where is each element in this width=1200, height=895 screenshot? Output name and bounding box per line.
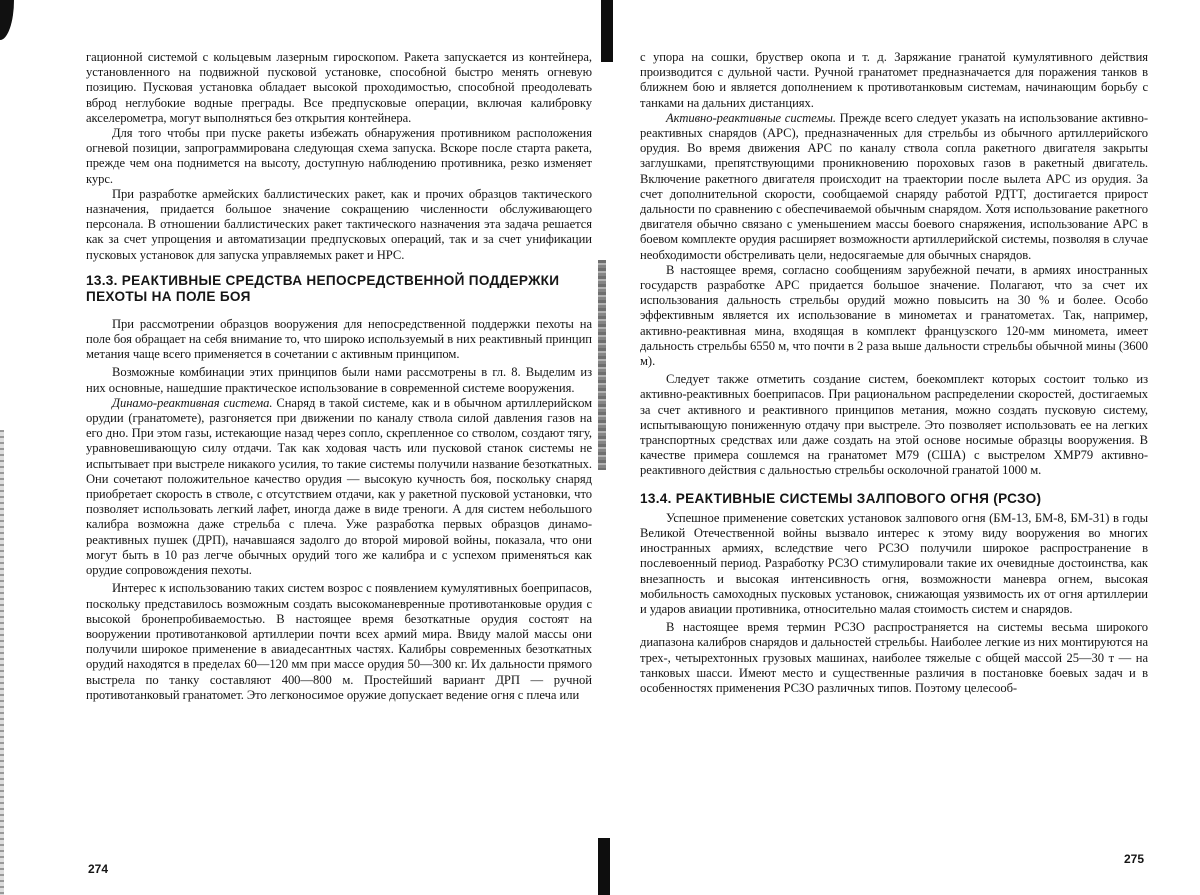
gutter-shadow-top <box>601 0 613 62</box>
paragraph <box>640 111 1148 263</box>
scan-corner-shadow <box>0 0 14 40</box>
paragraph-lead-italic: Активно-реактивные системы. <box>666 110 836 125</box>
gutter-binding-shadow <box>598 260 606 470</box>
paragraph-body: Прежде всего следует указать на использование активно-реактивных снарядов (АРС), предназначенных для стрельбы из обычного артиллерийского орудия. Во время движения АРС по каналу ствола сопла ракетного двигателя закрыты заглушками, препятствующими проникновению пороховых газов в ракетный двигатель. Включение ракетного двигателя происходит на траектории после вылета АРС из орудия. За счет дополнительной скорости, сообщаемой снаряду работой РДТТ, достигается прирост дальности по сравнению с обеспечиваемой обычным снарядом. Хотя использование ракетного двигателя обычно связано с уменьшением массы боевого снаряжения, использование АРС в боевом комплекте орудия расширяет возможности артиллерийской системы, позволяя в случае необходимости обстреливать цели, недосягаемые для обычных снарядов. <box>640 110 1148 262</box>
paragraph: Возможные комбинации этих принципов были нами рассмотрены в гл. 8. Выделим из них основные, нашедшие практическое использование в современной системе вооружения. <box>86 365 592 395</box>
paragraph: гационной системой с кольцевым лазерным гироскопом. Ракета запускается из контейнера, установленного на подвижной пусковой установке, способной быстро менять огневую позицию. Пусковая установка обладает высокой проходимостью, способной преодолевать вброд неглубокие водные преграды. Все предпусковые операции, включая калибровку акселерометра, могут выполняться без открытия контейнера. <box>86 50 592 125</box>
gutter-shadow-bottom <box>598 838 610 895</box>
scan-left-edge-shadow <box>0 430 4 895</box>
paragraph: Для того чтобы при пуске ракеты избежать обнаружения противником расположения огневой позиции, запрограммирована следующая схема запуска. Вскоре после старта ракета, прежде чем она поднимется на высоту, доступную наблюдению противника, резко изменяет курс. <box>86 126 592 186</box>
right-page <box>640 0 1148 895</box>
paragraph-body: Снаряд в такой системе, как и в обычном артиллерийском орудии (гранатомете), разгоняется при движении по каналу ствола силой давления газов на его дно. При этом газы, истекающие назад через сопло, скрепленное со стволом, создают тягу, уравновешивающую силу отдачи. Так как ходовая часть или пусковой станок системы не испытывает при выстреле никакого усилия, то такие системы получили название безоткатных. Они сочетают положительное качество орудия — высокую кучность боя, поскольку снаряд приобретает скорость в стволе, с отсутствием отдачи, как у ракетной пусковой установки, что позволяет использовать легкий лафет, иногда даже в виде треноги. А для систем небольшого калибра возможна даже стрельба с плеча. Уже разработка первых образцов динамо-реактивных пушек (ДРП), начавшаяся задолго до второй мировой войны, показала, что они могут быть в 10 раз легче обычных орудий того же калибра и с успехом применяться как орудие сопровождения пехоты. <box>86 395 592 578</box>
paragraph: Следует также отметить создание систем, боекомплект которых состоит только из активно-реактивных боеприпасов. При рациональном распределении скоростей, достигаемых за счет активного и реактивного принципов метания, можно создать пусковую систему, испытывающую пониженную отдачу при выстреле. Это позволяет использовать ее на легких транспортных средствах или даже создать на этой основе носимые образцы вооружения. В качестве примера сошлемся на гранатомет М79 (США) с выстрелом ХМР79 активно-реактивного действия с дальностью стрельбы осколочной гранатой 1000 м. <box>640 372 1148 478</box>
paragraph <box>86 396 592 578</box>
paragraph: Интерес к использованию таких систем возрос с появлением кумулятивных боеприпасов, поскольку представилось возможным создать высокоманевренные противотанковые орудия с высокой бронепробиваемостью. В настоящее время безоткатные орудия состоят на вооружении противотанковой артиллерии почти всех армий мира. Ввиду малой массы они получили широкое применение в авиадесантных частях. Калибры современных безоткатных орудий находятся в пределах 60—120 мм при массе орудия 50—300 кг. Их дальности прямого выстрела по танку составляют 400—800 м. Простейший вариант ДРП — ручной противотанковый гранатомет. Это легконосимое оружие допускает ведение огня с плеча или <box>86 581 592 702</box>
paragraph: При разработке армейских баллистических ракет, как и прочих образцов тактического назначения, придается большое значение сокращению численности обслуживающего персонала. В отношении баллистических ракет тактического назначения эта задача решается как за счет упрощения и автоматизации предпусковых операций, так и за счет унификации пусковых установок для запуска управляемых ракет и НРС. <box>86 186 592 262</box>
page-number-right: 275 <box>1124 852 1145 866</box>
paragraph: В настоящее время термин РСЗО распространяется на системы весьма широкого диапазона калибров снарядов и дальностей стрельбы. Наиболее легкие из них монтируются на трех-, четырехтонных грузовых машинах, наиболее тяжелые с общей массой 25—30 т — на танковых шасси. Имеют место и существенные различия в постановке боевых задач и в особенностях применения РСЗО различных типов. Поэтому целесооб- <box>640 620 1148 695</box>
left-page-paragraphs-before <box>86 50 592 263</box>
right-page-paragraphs-after <box>640 511 1148 696</box>
section-heading-13-3: 13.3. РЕАКТИВНЫЕ СРЕДСТВА НЕПОСРЕДСТВЕННОЙ ПОДДЕРЖКИ ПЕХОТЫ НА ПОЛЕ БОЯ <box>86 272 560 304</box>
paragraph-lead-italic: Динамо-реактивная система. <box>112 395 273 410</box>
section-heading-13-4: 13.4. РЕАКТИВНЫЕ СИСТЕМЫ ЗАЛПОВОГО ОГНЯ (РСЗО) <box>640 490 1042 506</box>
page-number-left: 274 <box>88 862 109 876</box>
paragraph: В настоящее время, согласно сообщениям зарубежной печати, в армиях иностранных государств разработке АРС придается большое значение. Полагают, что за счет их использования дальность стрельбы орудий можно повысить на 30 % и более. Особо эффективным является их использование в минометах и гранатометах. Так, например, активно-реактивная мина, входящая в комплект французского 120-мм миномета, имеет дальность стрельбы 6550 м, что почти в 2 раза выше дальности стрельбы обычной мины (3600 м). <box>640 262 1148 369</box>
paragraph: с упора на сошки, бруствер окопа и т. д. Заряжание гранатой кумулятивного действия производится с дульной части. Ручной гранатомет предназначается для поражения танков в ближнем бою и является дополнением к противотанковым системам, начинающим борьбу с танками на дальних дистанциях. <box>640 50 1148 110</box>
right-page-paragraphs-before <box>640 50 1148 479</box>
left-page-paragraphs-after <box>86 317 592 703</box>
paragraph: При рассмотрении образцов вооружения для непосредственной поддержки пехоты на поле боя обращает на себя внимание то, что широко используемый в них реактивный принцип метания чаще всего применяется в сочетании с активным принципом. <box>86 316 592 362</box>
left-page <box>86 0 592 895</box>
paragraph: Успешное применение советских установок залпового огня (БМ-13, БМ-8, БМ-31) в годы Великой Отечественной войны вызвало интерес к этому виду вооружения во многих иностранных армиях, вследствие чего РСЗО получили широкое распространение в послевоенный период. Разработку РСЗО стимулировали такие их очевидные достоинства, как внезапность и высокая интенсивность огня, возможности маневра огнем, высокая мобильность самоходных пусковых установок, снижающая уязвимость их от огня артиллерии и ударов авиации противника, относительно малая стоимость систем и снарядов. <box>640 510 1148 616</box>
